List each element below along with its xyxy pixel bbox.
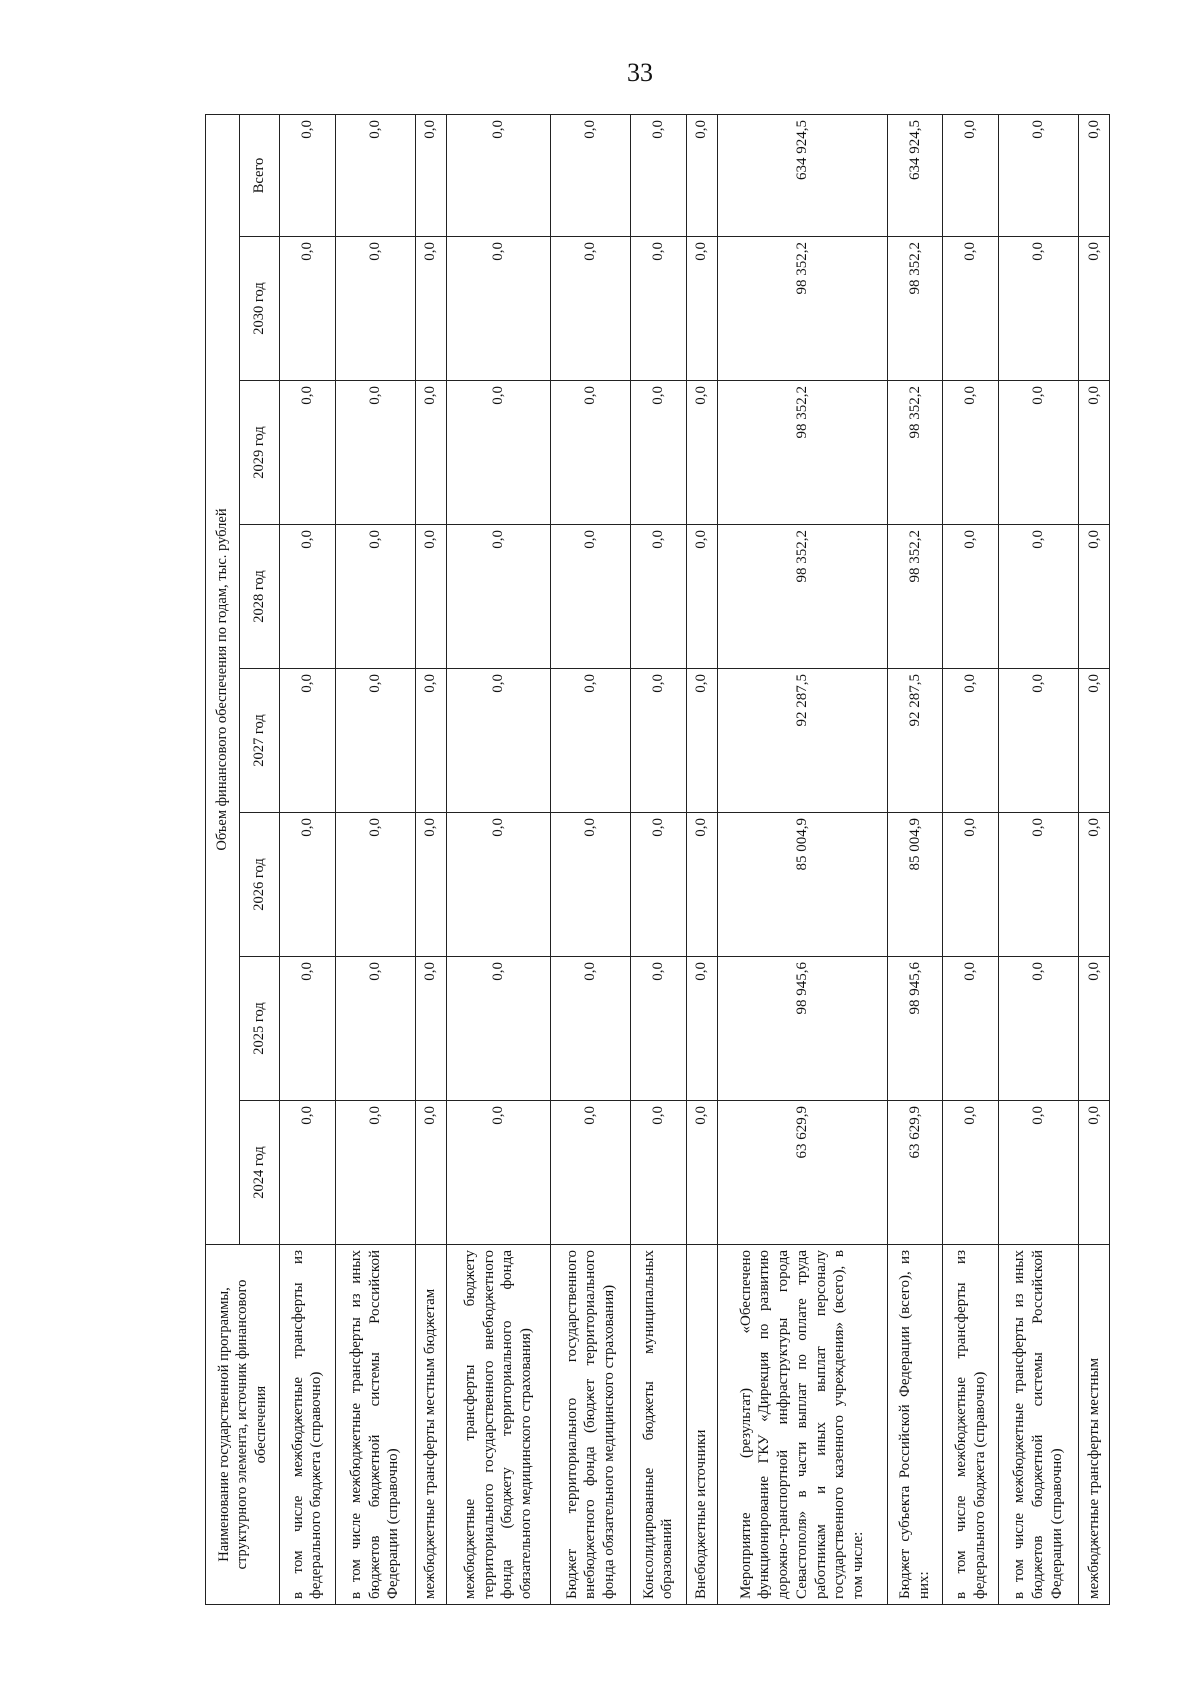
value-cell-2030: 0,0 bbox=[631, 237, 687, 381]
value-cell-2027: 0,0 bbox=[335, 669, 415, 813]
total-cell: 634 924,5 bbox=[717, 114, 887, 236]
value-cell-2030: 0,0 bbox=[686, 237, 717, 381]
row-name-cell: Бюджет субъекта Российской Федерации (всего), из них: bbox=[887, 1245, 943, 1605]
value-cell-2029: 0,0 bbox=[998, 381, 1078, 525]
value-cell-2026: 85 004,9 bbox=[717, 813, 887, 957]
value-cell-2030: 0,0 bbox=[998, 237, 1078, 381]
total-cell: 0,0 bbox=[335, 114, 415, 236]
header-year-2028: 2028 год bbox=[240, 525, 280, 669]
row-name-cell: Бюджет территориального государственного внебюджетного фонда (бюджет территориального фонда обязательного медицинского страхования) bbox=[551, 1245, 631, 1605]
value-cell-2026: 0,0 bbox=[415, 813, 446, 957]
value-cell-2024: 0,0 bbox=[335, 1101, 415, 1245]
value-cell-2026: 0,0 bbox=[998, 813, 1078, 957]
value-cell-2027: 0,0 bbox=[686, 669, 717, 813]
table-row bbox=[686, 114, 717, 1604]
value-cell-2027: 0,0 bbox=[943, 669, 999, 813]
header-year-2025: 2025 год bbox=[240, 957, 280, 1101]
row-name-cell: в том числе межбюджетные трансферты из федерального бюджета (справочно) bbox=[943, 1245, 999, 1605]
value-cell-2025: 98 945,6 bbox=[887, 957, 943, 1101]
value-cell-2027: 0,0 bbox=[280, 669, 336, 813]
header-year-2027: 2027 год bbox=[240, 669, 280, 813]
value-cell-2024: 0,0 bbox=[551, 1101, 631, 1245]
value-cell-2024: 63 629,9 bbox=[887, 1101, 943, 1245]
table-row bbox=[1078, 114, 1109, 1604]
value-cell-2030: 0,0 bbox=[943, 237, 999, 381]
value-cell-2028: 0,0 bbox=[1078, 525, 1109, 669]
total-cell: 634 924,5 bbox=[887, 114, 943, 236]
value-cell-2024: 0,0 bbox=[943, 1101, 999, 1245]
header-total: Всего bbox=[240, 114, 280, 236]
value-cell-2030: 98 352,2 bbox=[717, 237, 887, 381]
value-cell-2026: 0,0 bbox=[335, 813, 415, 957]
row-name-cell: межбюджетные трансферты местным bbox=[1078, 1245, 1109, 1605]
value-cell-2028: 0,0 bbox=[415, 525, 446, 669]
value-cell-2027: 0,0 bbox=[998, 669, 1078, 813]
header-year-2026: 2026 год bbox=[240, 813, 280, 957]
value-cell-2028: 98 352,2 bbox=[887, 525, 943, 669]
table-row bbox=[717, 114, 887, 1604]
value-cell-2028: 0,0 bbox=[551, 525, 631, 669]
value-cell-2024: 0,0 bbox=[280, 1101, 336, 1245]
value-cell-2030: 0,0 bbox=[1078, 237, 1109, 381]
value-cell-2030: 0,0 bbox=[415, 237, 446, 381]
value-cell-2026: 0,0 bbox=[631, 813, 687, 957]
value-cell-2030: 0,0 bbox=[551, 237, 631, 381]
value-cell-2025: 0,0 bbox=[631, 957, 687, 1101]
table-body bbox=[280, 114, 1110, 1604]
value-cell-2030: 0,0 bbox=[280, 237, 336, 381]
rotated-table-area bbox=[205, 115, 1110, 1605]
value-cell-2026: 0,0 bbox=[280, 813, 336, 957]
value-cell-2027: 0,0 bbox=[1078, 669, 1109, 813]
value-cell-2029: 0,0 bbox=[686, 381, 717, 525]
financing-table-container bbox=[205, 115, 1110, 1605]
value-cell-2024: 0,0 bbox=[1078, 1101, 1109, 1245]
row-name-cell: в том числе межбюджетные трансферты из иных бюджетов бюджетной системы Российской Федерации (справочно) bbox=[335, 1245, 415, 1605]
value-cell-2029: 0,0 bbox=[446, 381, 551, 525]
value-cell-2028: 0,0 bbox=[335, 525, 415, 669]
value-cell-2025: 0,0 bbox=[446, 957, 551, 1101]
financing-table bbox=[205, 114, 1110, 1605]
table-row bbox=[415, 114, 446, 1604]
value-cell-2028: 0,0 bbox=[446, 525, 551, 669]
total-cell: 0,0 bbox=[631, 114, 687, 236]
table-row bbox=[631, 114, 687, 1604]
value-cell-2027: 0,0 bbox=[551, 669, 631, 813]
value-cell-2024: 0,0 bbox=[998, 1101, 1078, 1245]
value-cell-2025: 0,0 bbox=[335, 957, 415, 1101]
total-cell: 0,0 bbox=[446, 114, 551, 236]
header-year-2024: 2024 год bbox=[240, 1101, 280, 1245]
value-cell-2029: 98 352,2 bbox=[717, 381, 887, 525]
header-year-2030: 2030 год bbox=[240, 237, 280, 381]
value-cell-2025: 0,0 bbox=[943, 957, 999, 1101]
total-cell: 0,0 bbox=[686, 114, 717, 236]
table-row bbox=[887, 114, 943, 1604]
value-cell-2028: 0,0 bbox=[686, 525, 717, 669]
value-cell-2029: 0,0 bbox=[415, 381, 446, 525]
value-cell-2029: 0,0 bbox=[943, 381, 999, 525]
table-row bbox=[998, 114, 1078, 1604]
total-cell: 0,0 bbox=[943, 114, 999, 236]
value-cell-2024: 63 629,9 bbox=[717, 1101, 887, 1245]
value-cell-2028: 0,0 bbox=[998, 525, 1078, 669]
total-cell: 0,0 bbox=[998, 114, 1078, 236]
row-name-cell: Внебюджетные источники bbox=[686, 1245, 717, 1605]
value-cell-2029: 0,0 bbox=[631, 381, 687, 525]
page-number: 33 bbox=[627, 58, 653, 87]
value-cell-2025: 0,0 bbox=[551, 957, 631, 1101]
value-cell-2028: 0,0 bbox=[631, 525, 687, 669]
value-cell-2025: 0,0 bbox=[686, 957, 717, 1101]
value-cell-2026: 0,0 bbox=[686, 813, 717, 957]
value-cell-2027: 0,0 bbox=[415, 669, 446, 813]
value-cell-2028: 0,0 bbox=[280, 525, 336, 669]
total-cell: 0,0 bbox=[415, 114, 446, 236]
value-cell-2024: 0,0 bbox=[631, 1101, 687, 1245]
value-cell-2030: 0,0 bbox=[335, 237, 415, 381]
row-name-cell: в том числе межбюджетные трансферты из иных бюджетов бюджетной системы Российской Федерации (справочно) bbox=[998, 1245, 1078, 1605]
value-cell-2028: 0,0 bbox=[943, 525, 999, 669]
table-row bbox=[943, 114, 999, 1604]
total-cell: 0,0 bbox=[551, 114, 631, 236]
value-cell-2028: 98 352,2 bbox=[717, 525, 887, 669]
value-cell-2026: 0,0 bbox=[943, 813, 999, 957]
row-name-cell: межбюджетные трансферты бюджету территориального государственного внебюджетного фонда (бюджету территориального фонда обязательного медицинского страхования) bbox=[446, 1245, 551, 1605]
value-cell-2027: 92 287,5 bbox=[887, 669, 943, 813]
value-cell-2026: 0,0 bbox=[551, 813, 631, 957]
value-cell-2025: 0,0 bbox=[1078, 957, 1109, 1101]
value-cell-2025: 98 945,6 bbox=[717, 957, 887, 1101]
value-cell-2027: 0,0 bbox=[631, 669, 687, 813]
row-name-cell: межбюджетные трансферты местным бюджетам bbox=[415, 1245, 446, 1605]
value-cell-2030: 98 352,2 bbox=[887, 237, 943, 381]
total-cell: 0,0 bbox=[1078, 114, 1109, 236]
value-cell-2029: 0,0 bbox=[1078, 381, 1109, 525]
value-cell-2025: 0,0 bbox=[415, 957, 446, 1101]
table-row bbox=[280, 114, 336, 1604]
value-cell-2026: 0,0 bbox=[446, 813, 551, 957]
table-row bbox=[551, 114, 631, 1604]
table-row bbox=[335, 114, 415, 1604]
header-year-2029: 2029 год bbox=[240, 381, 280, 525]
value-cell-2026: 0,0 bbox=[1078, 813, 1109, 957]
row-name-cell: в том числе межбюджетные трансферты из федерального бюджета (справочно) bbox=[280, 1245, 336, 1605]
row-name-cell: Мероприятие (результат) «Обеспечено функционирование ГКУ «Дирекция по развитию дорожно-транспортной инфраструктуры города Севастополя» в части выплат по оплате труда работникам и иных выплат персоналу государственного казенного учреждения» (всего), в том числе: bbox=[717, 1245, 887, 1605]
value-cell-2027: 0,0 bbox=[446, 669, 551, 813]
value-cell-2027: 92 287,5 bbox=[717, 669, 887, 813]
value-cell-2029: 98 352,2 bbox=[887, 381, 943, 525]
value-cell-2025: 0,0 bbox=[998, 957, 1078, 1101]
value-cell-2029: 0,0 bbox=[280, 381, 336, 525]
value-cell-2026: 85 004,9 bbox=[887, 813, 943, 957]
header-financing-group: Объем финансового обеспечения по годам, тыс. рублей bbox=[206, 114, 240, 1244]
value-cell-2029: 0,0 bbox=[335, 381, 415, 525]
header-name-column: Наименование государственной программы, структурного элемента, источник финансового обеспечения bbox=[206, 1245, 280, 1605]
row-name-cell: Консолидированные бюджеты муниципальных образований bbox=[631, 1245, 687, 1605]
table-row bbox=[446, 114, 551, 1604]
value-cell-2024: 0,0 bbox=[446, 1101, 551, 1245]
value-cell-2024: 0,0 bbox=[686, 1101, 717, 1245]
value-cell-2025: 0,0 bbox=[280, 957, 336, 1101]
value-cell-2030: 0,0 bbox=[446, 237, 551, 381]
value-cell-2029: 0,0 bbox=[551, 381, 631, 525]
total-cell: 0,0 bbox=[280, 114, 336, 236]
value-cell-2024: 0,0 bbox=[415, 1101, 446, 1245]
